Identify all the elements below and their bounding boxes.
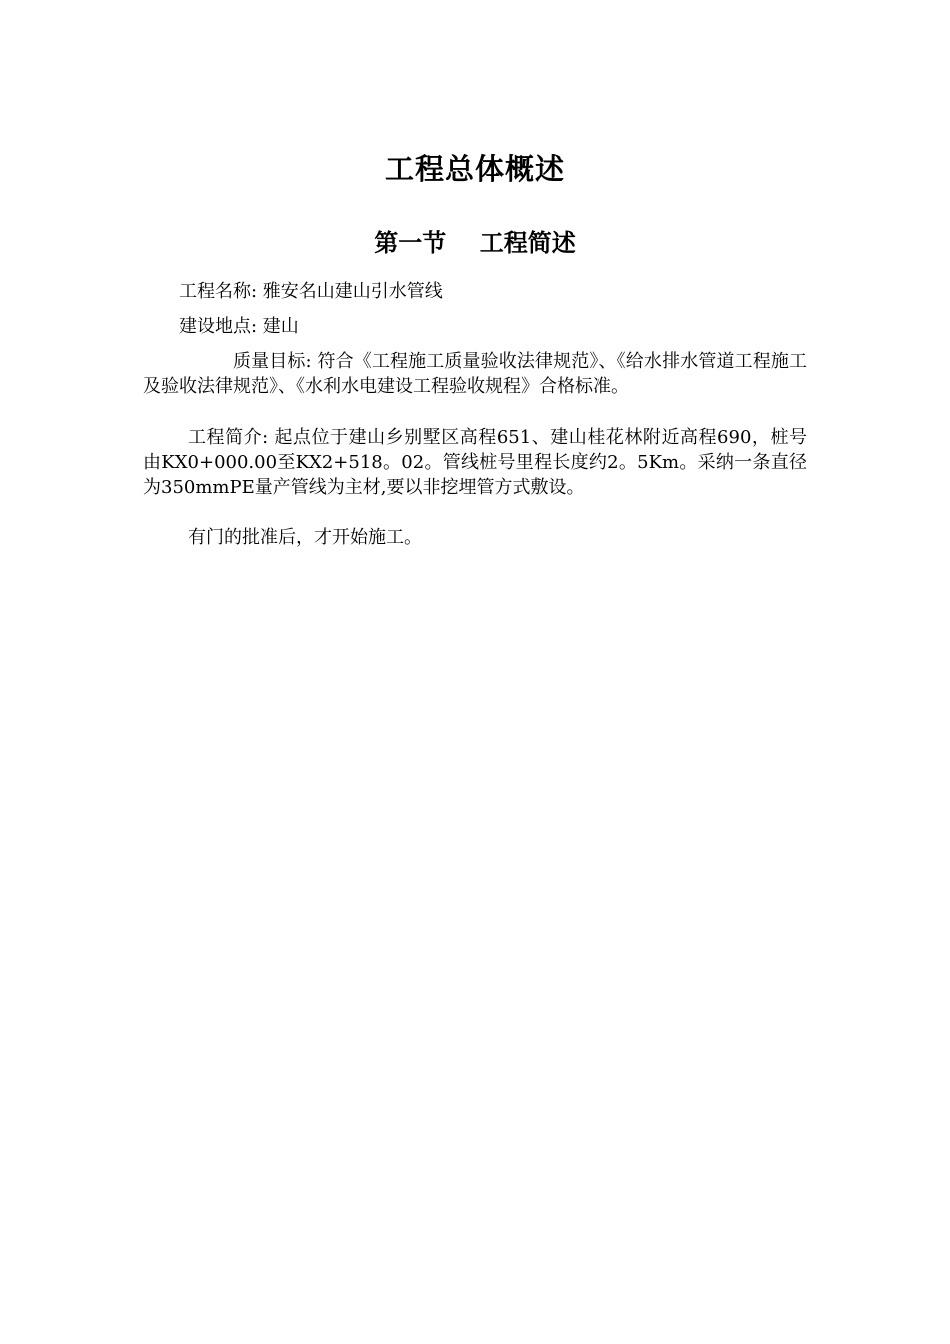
project-name-text: 工程名称: 雅安名山建山引水管线 bbox=[179, 281, 443, 302]
section-title: 第一节 工程简述 bbox=[374, 229, 576, 257]
project-name-line bbox=[143, 279, 807, 304]
location-text: 建设地点: 建山 bbox=[179, 316, 299, 337]
project-intro-paragraph: 工程简介: 起点位于建山乡别墅区高程651、建山桂花林附近高程690，桩号由KX0+000.00至KX2+518。02。管线桩号里程长度约2。5Km。采纳一条直径为350mmPE量产管线为主材,要以非挖埋管方式敷设。 bbox=[143, 427, 807, 498]
document-title: 工程总体概述 bbox=[384, 152, 565, 186]
quality-goal-paragraph: 质量目标: 符合《工程施工质量验收法律规范》、《给水排水管道工程施工及验收法律规范》、《水利水电建设工程验收规程》合格标准。 bbox=[143, 351, 807, 397]
location-line bbox=[143, 314, 807, 339]
approval-note-paragraph: 有门的批准后，才开始施工。 bbox=[188, 527, 422, 548]
